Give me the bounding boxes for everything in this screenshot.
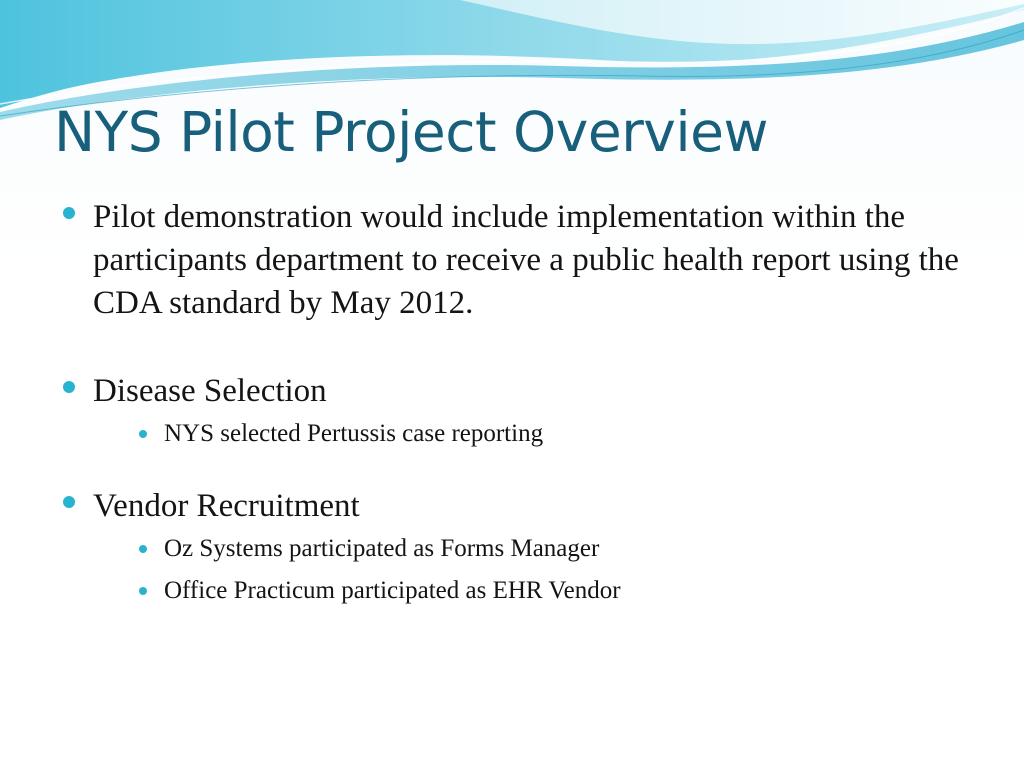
sub-bullet-dot-icon xyxy=(139,587,147,595)
sub-bullet-text: Oz Systems participated as Forms Manager xyxy=(164,535,600,562)
sub-bullet-text: NYS selected Pertussis case reporting xyxy=(164,420,544,447)
bullet-text: Disease Selection xyxy=(93,373,327,409)
bullet-vendor-recruitment xyxy=(60,485,960,528)
bullet-dot-icon xyxy=(63,496,75,508)
sub-bullet-text: Office Practicum participated as EHR Vendor xyxy=(164,577,621,604)
bullet-list xyxy=(60,196,960,612)
bullet-text: Vendor Recruitment xyxy=(93,488,360,524)
sub-bullet-oz-systems xyxy=(60,528,960,570)
bullet-text: Pilot demonstration would include implementation within the participants department to receive a public health report using the CDA standard by May 2012. xyxy=(93,199,959,321)
bullet-dot-icon xyxy=(63,381,75,393)
sub-bullet-dot-icon xyxy=(139,545,147,553)
bullet-pilot-demonstration xyxy=(60,196,960,325)
bullet-dot-icon xyxy=(63,207,75,219)
slide-title: NYS Pilot Project Overview xyxy=(54,100,768,164)
bullet-disease-selection xyxy=(60,370,960,413)
sub-bullet-office-practicum xyxy=(60,570,960,612)
sub-bullet-dot-icon xyxy=(139,430,147,438)
sub-bullet-pertussis xyxy=(60,413,960,455)
